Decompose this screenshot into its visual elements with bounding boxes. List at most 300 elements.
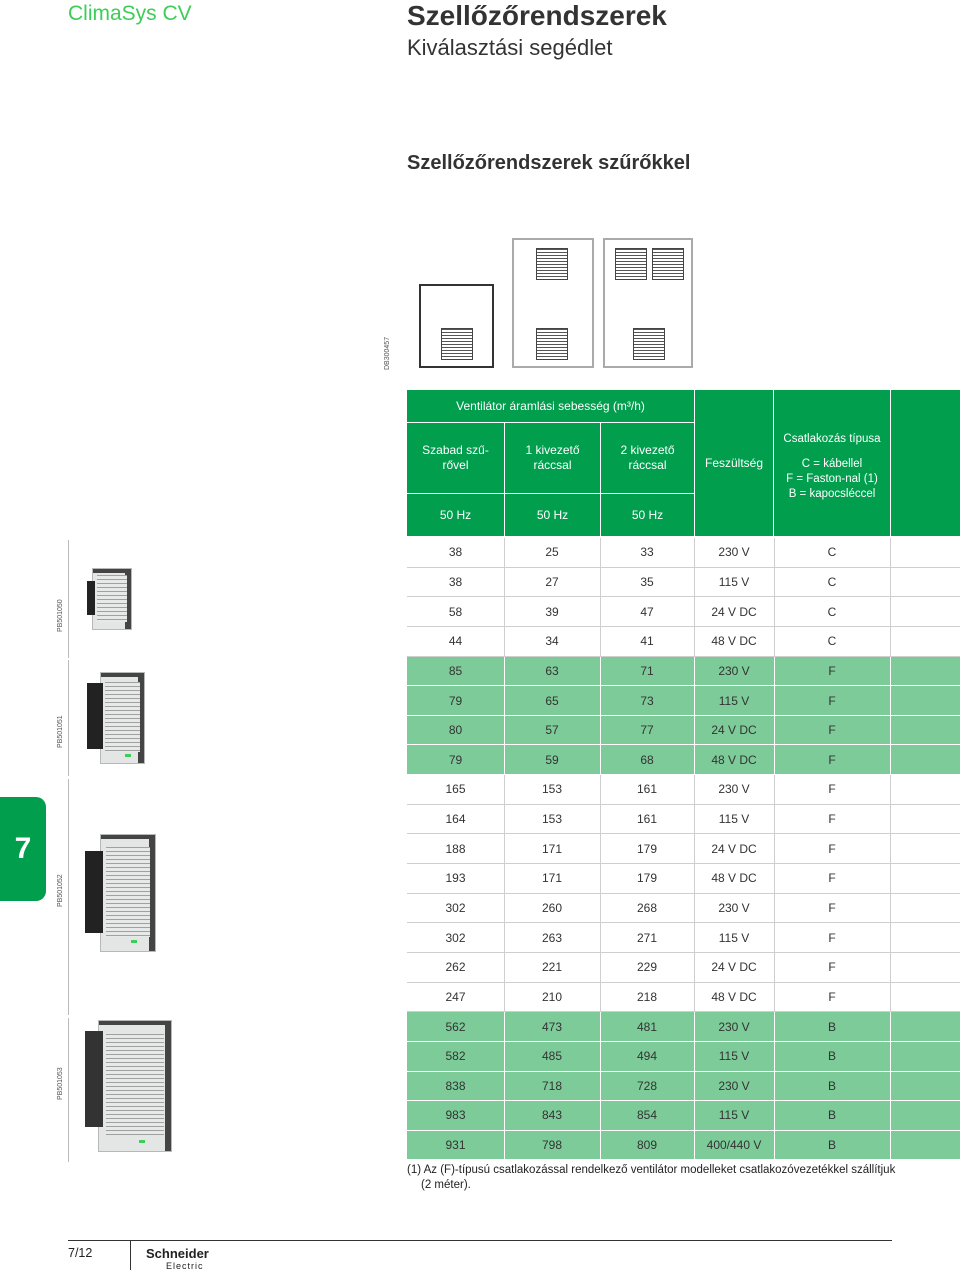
cell-divider <box>694 568 695 597</box>
flow-free-cell: 85 <box>448 663 463 678</box>
cell-divider <box>600 953 601 982</box>
cell-divider <box>890 894 891 923</box>
cell-divider <box>890 864 891 893</box>
cell-divider <box>600 1101 601 1130</box>
connection-cell: F <box>828 723 836 738</box>
header-divider <box>890 390 891 536</box>
cell-divider <box>694 983 695 1012</box>
flow-free-cell: 838 <box>445 1078 466 1093</box>
flow-1out-cell: 153 <box>541 782 563 797</box>
flow-free-cell: 165 <box>445 782 466 797</box>
flow-2out-cell: 41 <box>640 634 654 649</box>
cell-divider <box>890 953 891 982</box>
conn-title: Csatlakozás típusa <box>783 433 881 445</box>
cell-divider <box>504 775 505 804</box>
fan-louvers <box>106 1034 164 1135</box>
col-header-1out-line2: ráccsal <box>533 458 572 472</box>
edge-cell <box>890 627 960 656</box>
cabinet-two-outlets-illustration <box>603 238 693 368</box>
fan-motor <box>85 851 103 933</box>
connection-cell: C <box>827 574 837 589</box>
col-header-voltage: Feszültség <box>695 390 773 536</box>
cell-divider <box>890 1131 891 1160</box>
flow-free-cell: 44 <box>448 634 463 649</box>
hz-two-outlets: 50 Hz <box>601 494 694 536</box>
cell-divider <box>600 894 601 923</box>
edge-cell <box>890 1072 960 1101</box>
connection-cell: C <box>827 545 837 560</box>
connection-cell: B <box>827 1078 836 1093</box>
cell-divider <box>694 834 695 863</box>
flow-1out-cell: 221 <box>541 960 563 975</box>
table-row <box>407 716 960 746</box>
cell-divider <box>504 805 505 834</box>
flow-free-cell: 302 <box>445 901 466 915</box>
flow-2out-cell: 33 <box>640 545 654 560</box>
col-header-free-filter <box>407 423 504 493</box>
cell-divider <box>504 983 505 1012</box>
flow-1out-cell: 39 <box>545 604 559 619</box>
flow-1out-cell: 210 <box>541 989 563 1004</box>
cell-divider <box>504 923 505 952</box>
photo-divider <box>68 1018 69 1162</box>
cell-divider <box>890 597 891 626</box>
table-row <box>407 1012 960 1042</box>
header-divider <box>694 390 695 536</box>
voltage-cell: 230 V <box>718 1019 750 1034</box>
edge-cell <box>890 657 960 686</box>
cell-divider <box>890 923 891 952</box>
schneider-electric-logo <box>146 1247 209 1270</box>
flow-2out-cell: 71 <box>640 663 654 678</box>
grille-icon <box>536 248 568 280</box>
table-row <box>407 953 960 983</box>
connection-cell: F <box>828 752 836 767</box>
footer-rule <box>68 1240 892 1241</box>
photo-divider <box>68 540 69 658</box>
fan-louvers <box>105 682 139 752</box>
table-row <box>407 894 960 924</box>
edge-cell <box>890 1012 960 1041</box>
flow-1out-cell: 473 <box>541 1019 563 1034</box>
flow-2out-cell: 218 <box>636 989 658 1004</box>
table-row <box>407 686 960 716</box>
edge-cell <box>890 686 960 715</box>
grille-icon <box>441 328 473 360</box>
brand-name: ClimaSys CV <box>68 2 192 25</box>
cell-divider <box>694 657 695 686</box>
flow-1out-cell: 27 <box>545 574 559 589</box>
cell-divider <box>890 745 891 774</box>
voltage-cell: 48 V DC <box>711 871 757 886</box>
cell-divider <box>600 568 601 597</box>
fan-motor <box>87 683 103 749</box>
footnote-line1: (1) Az (F)-típusú csatlakozással rendelkező ventilátor modelleket csatlakozóvezetékkel szállítjuk <box>407 1164 896 1176</box>
photo-code: PB501050 <box>57 599 64 632</box>
cell-divider <box>774 834 775 863</box>
cell-divider <box>600 1042 601 1071</box>
cell-divider <box>600 657 601 686</box>
header-divider <box>407 422 694 423</box>
cell-divider <box>774 1042 775 1071</box>
cell-divider <box>504 597 505 626</box>
flow-free-cell: 80 <box>448 723 463 738</box>
flow-free-cell: 164 <box>445 812 466 827</box>
edge-cell <box>890 1101 960 1130</box>
flow-2out-cell: 68 <box>640 752 654 767</box>
voltage-cell: 48 V DC <box>711 989 757 1004</box>
table-row <box>407 805 960 835</box>
cell-divider <box>504 834 505 863</box>
voltage-cell: 115 V <box>718 574 750 589</box>
table-row <box>407 627 960 657</box>
table-row <box>407 923 960 953</box>
connection-cell: B <box>827 1108 836 1123</box>
col-header-connection <box>774 390 890 536</box>
cell-divider <box>774 894 775 923</box>
cell-divider <box>504 953 505 982</box>
table-row <box>407 834 960 864</box>
cell-divider <box>774 805 775 834</box>
connection-cell: F <box>828 812 836 827</box>
header-divider <box>600 423 601 536</box>
voltage-cell: 24 V DC <box>711 841 757 856</box>
cell-divider <box>504 864 505 893</box>
voltage-cell: 48 V DC <box>711 634 757 649</box>
flow-1out-cell: 34 <box>545 634 559 649</box>
edge-cell <box>890 716 960 745</box>
cell-divider <box>600 745 601 774</box>
cell-divider <box>600 923 601 952</box>
edge-cell <box>890 834 960 863</box>
flow-free-cell: 79 <box>448 693 463 708</box>
cell-divider <box>504 657 505 686</box>
flow-2out-cell: 494 <box>636 1049 658 1064</box>
table-row <box>407 1072 960 1102</box>
cell-divider <box>774 864 775 893</box>
flow-2out-cell: 229 <box>636 960 658 975</box>
edge-cell <box>890 775 960 804</box>
flow-2out-cell: 161 <box>636 812 658 827</box>
flow-free-cell: 188 <box>445 841 466 856</box>
voltage-cell: 115 V <box>718 693 750 708</box>
flow-free-cell: 58 <box>448 604 463 619</box>
flow-2out-cell: 35 <box>640 574 654 589</box>
flow-free-cell: 79 <box>448 752 463 767</box>
flow-free-cell: 38 <box>448 574 463 589</box>
footnote-line2: (2 méter). <box>421 1179 471 1191</box>
flow-rate-header: Ventilátor áramlási sebesség (m³/h) <box>407 390 694 422</box>
cell-divider <box>774 923 775 952</box>
cell-divider <box>504 1101 505 1130</box>
edge-cell <box>890 864 960 893</box>
cell-divider <box>774 775 775 804</box>
col-header-1out-line1: 1 kivezető <box>525 443 580 457</box>
edge-cell <box>890 538 960 567</box>
fan-product-photo-xlarge <box>98 1020 172 1152</box>
cabinet-free-filter-illustration <box>419 284 494 368</box>
flow-rate-table <box>407 538 960 1160</box>
cell-divider <box>600 983 601 1012</box>
voltage-cell: 115 V <box>718 1049 750 1064</box>
col-header-2out-line2: ráccsal <box>628 458 667 472</box>
photo-code: PB501052 <box>57 874 64 907</box>
connection-cell: C <box>827 604 837 619</box>
connection-cell: F <box>828 989 836 1004</box>
cell-divider <box>504 1042 505 1071</box>
edge-cell <box>890 568 960 597</box>
page-title: Szellőzőrendszerek <box>407 0 667 31</box>
flow-2out-cell: 161 <box>636 782 658 797</box>
header-divider <box>407 493 694 494</box>
header-edge-band <box>891 390 960 536</box>
voltage-cell: 24 V DC <box>711 604 757 619</box>
voltage-cell: 115 V <box>718 812 750 827</box>
cell-divider <box>890 716 891 745</box>
table-row <box>407 1131 960 1161</box>
cell-divider <box>774 716 775 745</box>
cell-divider <box>694 627 695 656</box>
cell-divider <box>600 1072 601 1101</box>
photo-divider <box>68 660 69 776</box>
table-row <box>407 1042 960 1072</box>
cell-divider <box>774 953 775 982</box>
cabinet-one-outlet-illustration <box>512 238 594 368</box>
flow-2out-cell: 47 <box>640 604 654 619</box>
voltage-cell: 115 V <box>718 930 750 945</box>
chapter-tab: 7 <box>0 797 46 901</box>
flow-2out-cell: 809 <box>636 1138 658 1153</box>
header-divider <box>773 390 774 536</box>
illustration-code: DB300457 <box>384 336 391 370</box>
connection-cell: F <box>828 693 836 708</box>
cell-divider <box>600 686 601 715</box>
cell-divider <box>600 716 601 745</box>
connection-cell: C <box>827 634 837 649</box>
edge-cell <box>890 597 960 626</box>
connection-cell: F <box>828 841 836 856</box>
flow-1out-cell: 65 <box>545 693 559 708</box>
cell-divider <box>774 1012 775 1041</box>
fan-product-photo-large <box>100 834 156 952</box>
cell-divider <box>694 1012 695 1041</box>
col-header-two-outlets <box>601 423 694 493</box>
flow-1out-cell: 171 <box>541 841 563 856</box>
cell-divider <box>600 538 601 567</box>
cell-divider <box>694 1072 695 1101</box>
cell-divider <box>890 983 891 1012</box>
fan-motor <box>87 581 95 615</box>
flow-free-cell: 302 <box>445 930 466 945</box>
cell-divider <box>774 1072 775 1101</box>
brand-badge-icon <box>139 1140 145 1143</box>
cell-divider <box>774 686 775 715</box>
cell-divider <box>694 716 695 745</box>
flow-2out-cell: 271 <box>636 930 658 945</box>
page-subtitle: Kiválasztási segédlet <box>407 35 613 60</box>
cell-divider <box>504 745 505 774</box>
cell-divider <box>504 627 505 656</box>
cell-divider <box>600 864 601 893</box>
photo-code: PB501053 <box>57 1067 64 1100</box>
logo-main: Schneider <box>146 1246 209 1261</box>
flow-1out-cell: 485 <box>541 1049 563 1064</box>
cell-divider <box>694 745 695 774</box>
logo-sub: Electric <box>166 1261 204 1270</box>
table-row <box>407 538 960 568</box>
edge-cell <box>890 1131 960 1160</box>
flow-2out-cell: 179 <box>636 871 658 886</box>
fan-motor <box>85 1031 103 1127</box>
connection-cell: B <box>827 1049 836 1064</box>
cell-divider <box>774 627 775 656</box>
cell-divider <box>504 716 505 745</box>
flow-free-cell: 562 <box>445 1019 466 1034</box>
edge-cell <box>890 983 960 1012</box>
cell-divider <box>890 1012 891 1041</box>
grille-icon <box>652 248 684 280</box>
flow-1out-cell: 263 <box>541 930 563 945</box>
header-divider <box>504 423 505 536</box>
cell-divider <box>694 894 695 923</box>
voltage-cell: 230 V <box>718 663 750 678</box>
flow-free-cell: 582 <box>445 1049 466 1064</box>
footnote <box>407 1163 927 1193</box>
page-number: 7/12 <box>68 1246 93 1260</box>
connection-cell: B <box>827 1138 836 1153</box>
table-row <box>407 597 960 627</box>
flow-free-cell: 247 <box>445 989 466 1004</box>
cell-divider <box>890 657 891 686</box>
cell-divider <box>890 568 891 597</box>
voltage-cell: 115 V <box>718 1108 750 1123</box>
section-title: Szellőzőrendszerek szűrőkkel <box>407 152 691 174</box>
edge-cell <box>890 1042 960 1071</box>
cell-divider <box>504 894 505 923</box>
cell-divider <box>890 805 891 834</box>
cell-divider <box>600 775 601 804</box>
edge-cell <box>890 923 960 952</box>
cell-divider <box>600 597 601 626</box>
brand-badge-icon <box>131 940 137 943</box>
flow-1out-cell: 260 <box>541 901 563 915</box>
connection-cell: F <box>828 871 836 886</box>
flow-1out-cell: 63 <box>545 663 559 678</box>
flow-2out-cell: 179 <box>636 841 658 856</box>
flow-1out-cell: 843 <box>541 1108 563 1123</box>
cell-divider <box>890 834 891 863</box>
table-row <box>407 657 960 687</box>
cell-divider <box>774 1131 775 1160</box>
voltage-cell: 230 V <box>718 1078 750 1093</box>
edge-cell <box>890 805 960 834</box>
cell-divider <box>504 1012 505 1041</box>
edge-cell <box>890 953 960 982</box>
flow-free-cell: 983 <box>445 1108 466 1123</box>
brand-badge-icon <box>125 754 131 757</box>
photo-code: PB501051 <box>57 715 64 748</box>
flow-free-cell: 262 <box>445 960 466 975</box>
fan-louvers <box>106 847 149 938</box>
voltage-cell: 230 V <box>718 782 750 797</box>
flow-2out-cell: 728 <box>636 1078 658 1093</box>
conn-legend-f: F = Faston-nal (1) <box>786 473 878 485</box>
cell-divider <box>890 1101 891 1130</box>
cell-divider <box>694 923 695 952</box>
flow-1out-cell: 171 <box>541 871 563 886</box>
cell-divider <box>890 538 891 567</box>
fan-louvers <box>97 575 127 622</box>
flow-1out-cell: 59 <box>545 752 559 767</box>
footer-divider <box>130 1240 131 1270</box>
grille-icon <box>536 328 568 360</box>
cell-divider <box>694 538 695 567</box>
cell-divider <box>600 627 601 656</box>
cell-divider <box>774 983 775 1012</box>
table-row <box>407 775 960 805</box>
cell-divider <box>774 597 775 626</box>
flow-2out-cell: 481 <box>636 1019 658 1034</box>
col-header-free-line1: Szabad szű- <box>422 443 489 457</box>
conn-legend-c: C = kábellel <box>801 458 863 470</box>
cell-divider <box>694 597 695 626</box>
flow-2out-cell: 854 <box>636 1108 658 1123</box>
flow-2out-cell: 73 <box>640 693 654 708</box>
flow-1out-cell: 57 <box>545 723 559 738</box>
cell-divider <box>774 1101 775 1130</box>
flow-1out-cell: 718 <box>541 1078 563 1093</box>
voltage-cell: 230 V <box>718 901 750 915</box>
cell-divider <box>694 953 695 982</box>
cell-divider <box>504 1131 505 1160</box>
conn-legend-b: B = kapocsléccel <box>788 488 876 500</box>
flow-1out-cell: 25 <box>545 545 559 560</box>
table-row <box>407 568 960 598</box>
flow-1out-cell: 153 <box>541 812 563 827</box>
cell-divider <box>890 1042 891 1071</box>
voltage-cell: 24 V DC <box>711 723 757 738</box>
cell-divider <box>774 745 775 774</box>
voltage-cell: 230 V <box>718 545 750 560</box>
flow-free-cell: 931 <box>445 1138 466 1153</box>
cell-divider <box>694 1101 695 1130</box>
connection-cell: F <box>828 782 836 797</box>
connection-cell: B <box>827 1019 836 1034</box>
cell-divider <box>694 686 695 715</box>
flow-2out-cell: 77 <box>640 723 654 738</box>
flow-1out-cell: 798 <box>541 1138 563 1153</box>
col-header-2out-line1: 2 kivezető <box>620 443 675 457</box>
voltage-cell: 400/440 V <box>706 1138 762 1153</box>
cell-divider <box>504 538 505 567</box>
cell-divider <box>694 1042 695 1071</box>
connection-cell: F <box>828 960 836 975</box>
connection-cell: F <box>828 663 836 678</box>
cell-divider <box>890 686 891 715</box>
cell-divider <box>890 775 891 804</box>
table-row <box>407 1101 960 1131</box>
cell-divider <box>890 1072 891 1101</box>
cell-divider <box>694 775 695 804</box>
cell-divider <box>774 568 775 597</box>
flow-free-cell: 38 <box>448 545 463 560</box>
cell-divider <box>890 627 891 656</box>
edge-cell <box>890 745 960 774</box>
cell-divider <box>504 686 505 715</box>
grille-icon <box>615 248 647 280</box>
flow-2out-cell: 268 <box>636 901 658 915</box>
voltage-cell: 48 V DC <box>711 752 757 767</box>
